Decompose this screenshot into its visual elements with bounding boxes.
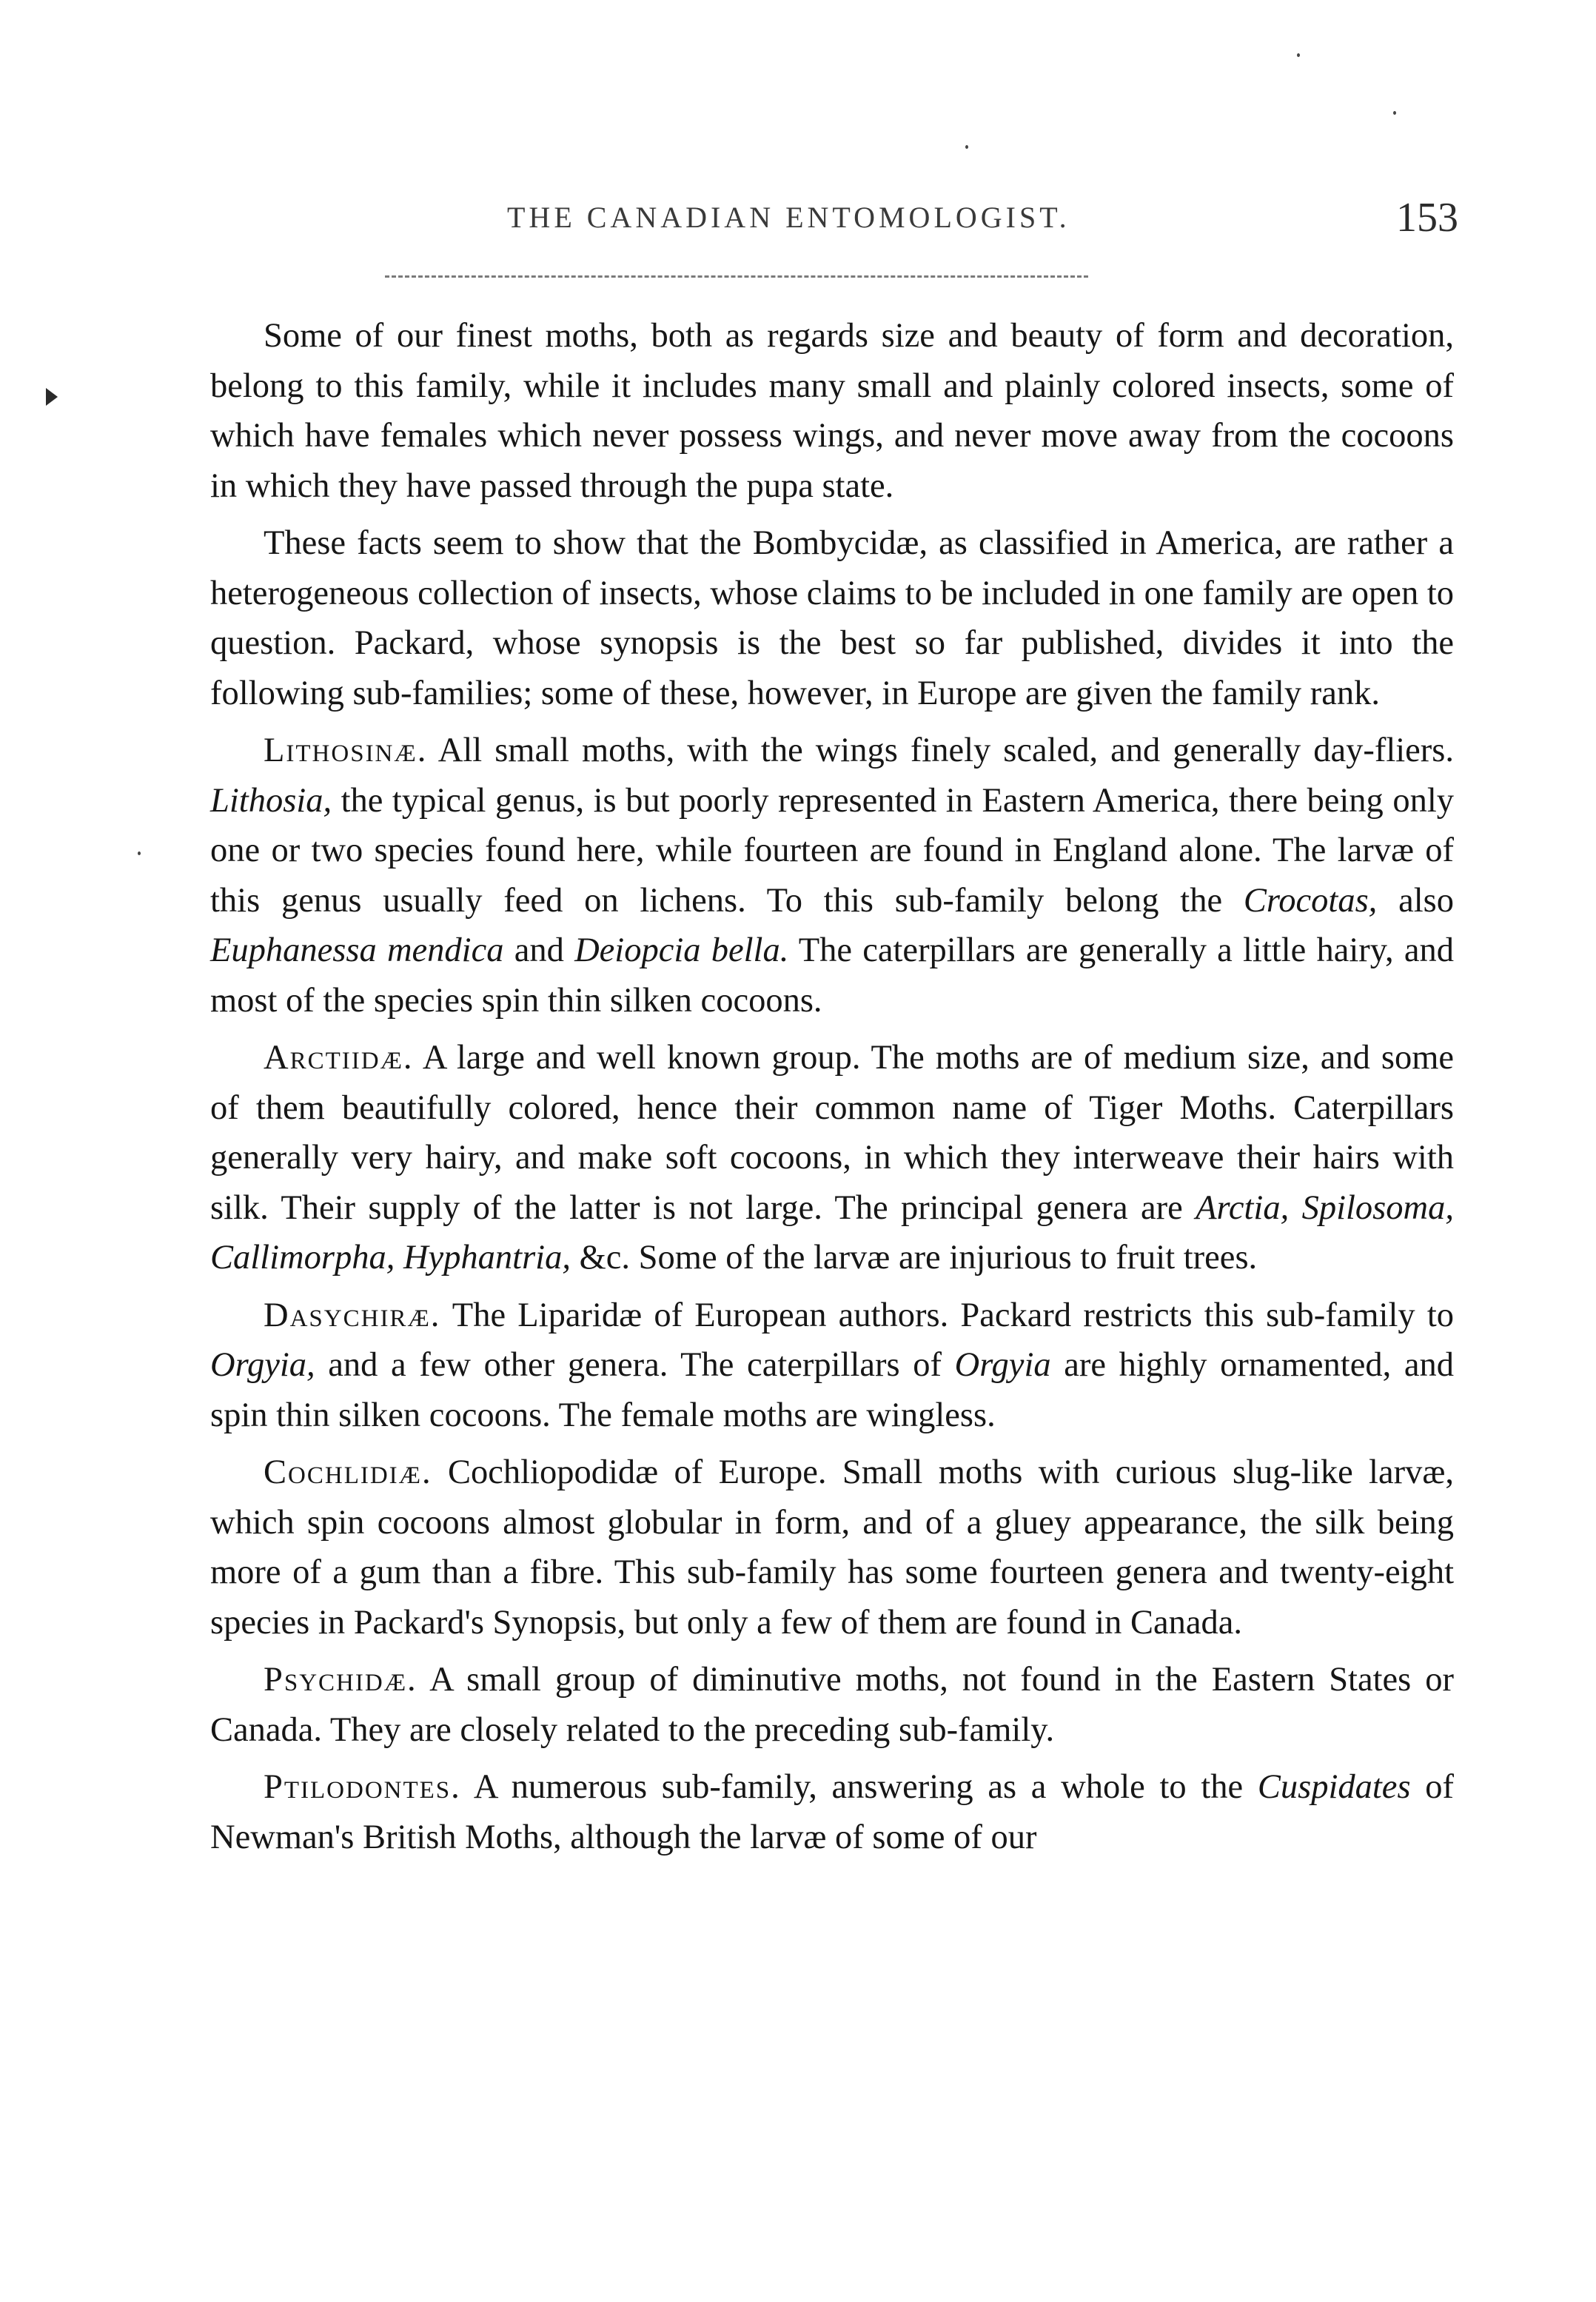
paragraph-text: the typical genus, is but poorly represented in Eastern America, there being only one or two species found here, while fourteen are found in England alone. The larvæ of this genus usually feed on lichens. To this sub-family belong the (210, 781, 1454, 920)
margin-speck (965, 145, 968, 149)
running-head: THE CANADIAN ENTOMOLOGIST. (507, 201, 1070, 234)
margin-speck (1297, 53, 1300, 57)
paragraph-ptilodontes (210, 1762, 1454, 1862)
page-header (207, 194, 1458, 253)
page-number: 153 (1396, 195, 1458, 241)
paragraph-text: A small group of diminutive moths, not found in the Eastern States or Canada. They are closely related to the preceding sub-family. (210, 1661, 1454, 1749)
paragraph-psychidae (210, 1655, 1454, 1755)
paragraph-text: and (503, 931, 575, 969)
paragraph-text: These facts seem to show that the Bombycidæ, as classified in America, are rather a heterogeneous collection of insects, whose claims to be included in one family are open to question. Packard, whose synopsis is the best so far published, divides it into the following sub-families; some of these, however, in Europe are given the family rank. (210, 524, 1454, 712)
paragraph-arctiidae (210, 1033, 1454, 1283)
paragraph (210, 311, 1454, 511)
margin-speck (1393, 111, 1396, 115)
paragraph (210, 518, 1454, 718)
subfamily-heading: Ptilodontes. (264, 1768, 461, 1806)
paragraph-text: The Liparidæ of European authors. Packard restricts this sub-family to (440, 1296, 1454, 1334)
article-body (210, 311, 1454, 1870)
group-name: Cuspidates (1257, 1768, 1411, 1806)
subfamily-heading: Psychidæ. (264, 1661, 418, 1699)
subfamily-heading: Arctiidæ. (264, 1039, 414, 1077)
margin-arrow-icon (46, 388, 58, 406)
genus-name: Lithosia, (210, 781, 332, 820)
paragraph-text: of Newman's British Moths, although the larvæ of some of our (210, 1768, 1454, 1856)
margin-speck (138, 851, 141, 855)
subfamily-heading: Cochlidiæ. (264, 1453, 432, 1491)
species-name: Euphanessa mendica (210, 931, 504, 969)
paragraph-text: Some of our finest moths, both as regards size and beauty of form and decoration, belong to this family, while it includes many small and plainly colored insects, some of which have females which never possess wings, and never move away from the cocoons in which they have passed through the pupa state. (210, 317, 1454, 505)
genus-name: Orgyia, (210, 1346, 315, 1384)
paragraph-text: All small moths, with the wings finely scaled, and generally day-fliers. (427, 732, 1454, 769)
paragraph-text: also (1377, 881, 1454, 920)
subfamily-heading: Dasychiræ. (264, 1296, 441, 1334)
header-rule (385, 275, 1088, 278)
paragraph-text: are highly ornamented, and spin thin silken cocoons. The female moths are wingless. (210, 1346, 1454, 1434)
paragraph-dasychirae (210, 1291, 1454, 1441)
genus-names: Arctia, Spilosoma, Callimorpha, Hyphantria, (210, 1188, 1454, 1277)
paragraph-text: Cochliopodidæ of Europe. Small moths with curious slug-like larvæ, which spin cocoons almost globular in form, and of a gluey appearance, the silk being more of a gum than a fibre. This sub-family has some fourteen genera and twenty-eight species in Packard's Synopsis, but only a few of them are found in Canada. (210, 1453, 1454, 1642)
paragraph-text: and a few other genera. The caterpillars of (315, 1346, 955, 1384)
genus-name: Crocotas, (1243, 881, 1378, 920)
subfamily-heading: Lithosinæ. (264, 732, 428, 769)
paragraph-cochlidiae (210, 1448, 1454, 1647)
paragraph-text: A large and well known group. The moths are of medium size, and some of them beautifully colored, hence their common name of Tiger Moths. Caterpillars generally very hairy, and make soft cocoons, in which they interweave their hairs with silk. Their supply of the latter is not large. The principal genera are (210, 1039, 1454, 1227)
paragraph-text: The caterpillars are generally a little hairy, and most of the species spin thin silken cocoons. (210, 931, 1454, 1020)
species-name: Deiopcia bella. (574, 931, 789, 969)
paragraph-lithosinae (210, 726, 1454, 1025)
genus-name: Orgyia (954, 1346, 1051, 1384)
paragraph-text: A numerous sub-family, answering as a whole to the (460, 1768, 1258, 1806)
paragraph-text: &c. Some of the larvæ are injurious to fruit trees. (570, 1239, 1258, 1277)
